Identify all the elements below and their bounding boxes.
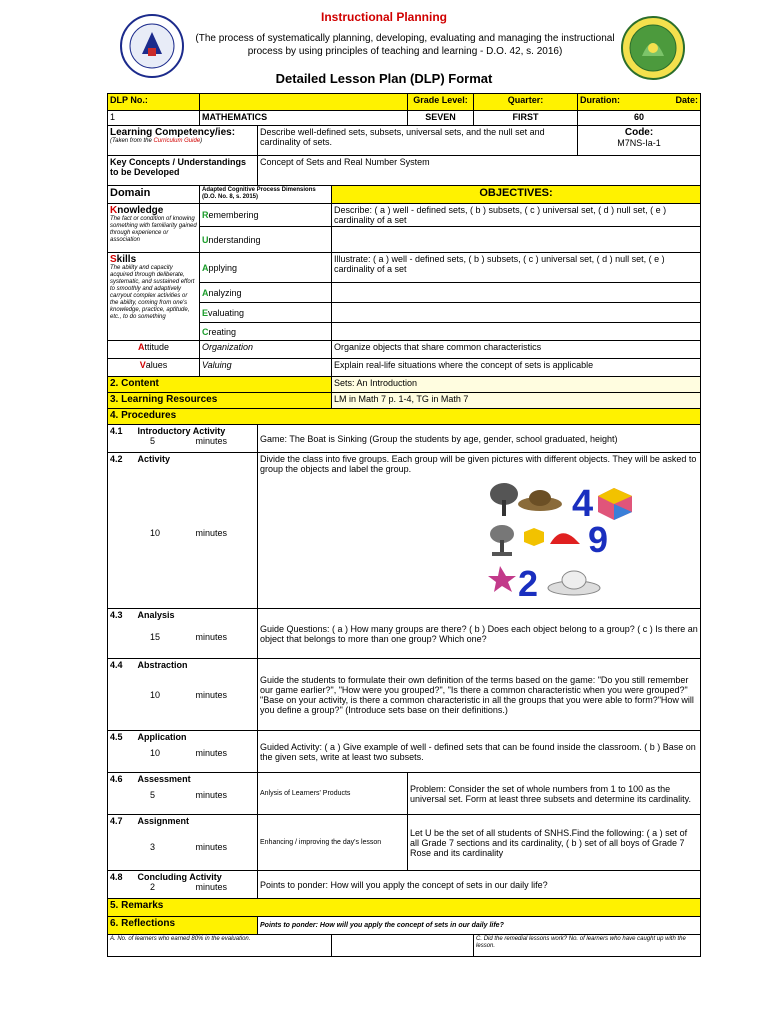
page-title: Instructional Planning bbox=[320, 10, 447, 24]
content-label: 2. Content bbox=[108, 377, 332, 393]
analyzing-label: nalyzing bbox=[208, 287, 242, 298]
attitude-initial: A bbox=[137, 342, 145, 352]
procedure-text: Problem: Consider the set of whole numbers from 1 to 100 as the universal set. Form at least three subsets and determine its cardinality. bbox=[408, 773, 701, 815]
minutes-word: minutes bbox=[195, 748, 227, 758]
minutes-word: minutes bbox=[195, 690, 227, 700]
objective-skills-4 bbox=[332, 323, 701, 341]
objective-attitude: Organize objects that share common characteristics bbox=[332, 341, 701, 359]
procedure-row bbox=[108, 609, 701, 659]
skills-label: kills bbox=[116, 254, 137, 265]
procedure-minutes: 10 bbox=[150, 748, 161, 758]
procedure-number: 4.6 bbox=[110, 774, 123, 784]
procedure-row bbox=[108, 659, 701, 731]
date-label: Date: bbox=[675, 95, 699, 105]
procedure-head bbox=[108, 609, 258, 659]
procedure-minutes: 10 bbox=[150, 528, 161, 538]
bonsai-icon bbox=[490, 525, 514, 556]
knowledge-initial: K bbox=[110, 205, 118, 216]
procedure-minutes: 3 bbox=[150, 842, 156, 852]
procedure-minutes: 15 bbox=[150, 632, 161, 642]
evaluating-cell bbox=[200, 303, 332, 323]
code-value: M7NS-Ia-1 bbox=[617, 138, 661, 148]
values-process: Valuing bbox=[200, 359, 332, 377]
number-two-glyph: 2 bbox=[518, 563, 539, 600]
skills-desc: The ability and capacity acquired through deliberate, systematic, and sustained effort to smoothly and adaptively carryout complex activities or the ability, coming from one's knowledge, practice, aptitude, etc., to do something bbox=[110, 265, 195, 320]
key-concepts-text: Concept of Sets and Real Number System bbox=[258, 156, 701, 186]
skills-cell bbox=[108, 253, 200, 341]
procedure-number: 4.5 bbox=[110, 732, 123, 742]
procedure-head bbox=[108, 815, 258, 871]
procedures-label: 4. Procedures bbox=[108, 409, 701, 425]
remembering-initial: R bbox=[202, 210, 209, 220]
objective-knowledge-2 bbox=[332, 227, 701, 253]
skills-initial: S bbox=[110, 254, 117, 265]
procedure-minutes: 5 bbox=[150, 436, 156, 446]
competency-note: (Taken from the bbox=[110, 138, 154, 144]
procedure-row bbox=[108, 773, 701, 815]
activity-objects-illustration bbox=[488, 482, 698, 600]
creating-cell bbox=[200, 323, 332, 341]
star-shape-icon bbox=[488, 566, 516, 592]
procedure-row bbox=[108, 453, 701, 609]
procedure-text: Divide the class into five groups. Each group will be given pictures with different objects. They will be asked to group the objects and label the group. bbox=[260, 454, 697, 474]
page-subtitle: (The process of systematically planning, developing, evaluating and managing the instructional process by using principles of teaching and learning - D.O. 42, s. 2016) bbox=[195, 33, 615, 57]
procedure-number: 4.7 bbox=[110, 816, 123, 826]
tree-icon bbox=[490, 483, 518, 516]
procedure-minutes: 2 bbox=[150, 882, 156, 892]
procedure-name: Assessment bbox=[137, 774, 191, 784]
understanding-initial: U bbox=[202, 234, 209, 245]
subject-value: MATHEMATICS bbox=[200, 111, 408, 126]
analyzing-cell bbox=[200, 283, 332, 303]
minutes-word: minutes bbox=[195, 790, 227, 800]
number-four-glyph: 4 bbox=[572, 483, 594, 525]
key-concepts-label: Key Concepts / Understandings to be Developed bbox=[108, 156, 258, 186]
creating-label: reating bbox=[208, 326, 237, 337]
applying-initial: A bbox=[202, 262, 209, 273]
competency-label: Learning Competency/ies: bbox=[110, 127, 236, 138]
number-nine-glyph: 9 bbox=[588, 519, 609, 560]
procedure-minutes: 5 bbox=[150, 790, 156, 800]
understanding-label: nderstanding bbox=[208, 234, 261, 245]
procedure-text: Game: The Boat is Sinking (Group the students by age, gender, school graduated, height) bbox=[258, 425, 701, 453]
grade-level-label: Grade Level: bbox=[408, 94, 474, 111]
creating-initial: C bbox=[202, 326, 209, 337]
knowledge-cell bbox=[108, 204, 200, 253]
minutes-word: minutes bbox=[195, 436, 227, 446]
reflections-text: Points to ponder: How will you apply the concept of sets in our daily life? bbox=[258, 917, 701, 935]
procedure-number: 4.2 bbox=[110, 454, 123, 464]
values-cell bbox=[108, 359, 200, 377]
evaluating-label: valuating bbox=[208, 307, 245, 318]
procedure-name: Concluding Activity bbox=[137, 872, 222, 882]
minutes-word: minutes bbox=[195, 632, 227, 642]
footer-blank bbox=[332, 935, 474, 957]
curriculum-guide-link: Curriculum Guide bbox=[153, 138, 201, 144]
procedure-row bbox=[108, 425, 701, 453]
straw-hat-icon bbox=[518, 490, 562, 511]
procedure-name: Analysis bbox=[137, 610, 175, 620]
values-initial: V bbox=[139, 360, 146, 370]
quarter-label: Quarter: bbox=[474, 94, 578, 111]
procedure-name: Assignment bbox=[137, 816, 190, 826]
attitude-process: Organization bbox=[200, 341, 332, 359]
cap-icon bbox=[550, 533, 580, 544]
objective-skills: Illustrate: ( a ) well - defined sets, ( b ) subsets, ( c ) universal set, ( d ) null set, ( e ) cardinality of a set bbox=[332, 253, 701, 283]
remembering-label: emembering bbox=[208, 210, 259, 220]
sun-hat-icon bbox=[548, 571, 600, 595]
procedure-text: Guide Questions: ( a ) How many groups are there? ( b ) Does each object belong to a group? ( c ) Is there an object that belongs to more than one group? Which one? bbox=[258, 609, 701, 659]
procedure-method: Enhancing / improving the day's lesson bbox=[258, 815, 408, 871]
objective-skills-3 bbox=[332, 303, 701, 323]
procedure-text: Guided Activity: ( a ) Give example of well - defined sets that can be found inside the classroom. ( b ) Base on the given sets, write at least two subsets. bbox=[258, 731, 701, 773]
subject-header bbox=[200, 94, 408, 111]
procedure-name: Abstraction bbox=[137, 660, 188, 670]
quarter-value: FIRST bbox=[474, 111, 578, 126]
footer-c: C. Did the remedial lessons work? No. of learners who have caught up with the lesson. bbox=[474, 935, 701, 957]
values-label: alues bbox=[145, 360, 168, 370]
process-dimensions-label: Adapted Cognitive Process Dimensions (D.O. No. 8, s. 2015) bbox=[200, 186, 332, 204]
minutes-word: minutes bbox=[195, 528, 227, 538]
competency-label-cell bbox=[108, 126, 258, 156]
procedure-text-cell bbox=[258, 453, 701, 609]
procedure-head bbox=[108, 425, 258, 453]
duration-value: 60 bbox=[578, 111, 701, 126]
procedure-name: Application bbox=[137, 732, 187, 742]
resources-text: LM in Math 7 p. 1-4, TG in Math 7 bbox=[332, 393, 701, 409]
procedure-head bbox=[108, 773, 258, 815]
code-cell bbox=[578, 126, 701, 156]
procedure-row bbox=[108, 731, 701, 773]
procedure-minutes: 10 bbox=[150, 690, 161, 700]
procedure-text: Guide the students to formulate their own definition of the terms based on the game: "Do you still remember our game earlier?", "How were you grouped?", "Is there a common characteristic when you were grouped?" "Base on your activity, is there a common characteristic in all the groups that you were able to form?"How will you define a group?" (Introduce sets base on their definitions.) bbox=[258, 659, 701, 731]
procedure-number: 4.1 bbox=[110, 426, 123, 436]
objective-knowledge: Describe: ( a ) well - defined sets, ( b ) subsets, ( c ) universal set, ( d ) null set, ( e ) cardinality of a set bbox=[332, 204, 701, 227]
applying-cell bbox=[200, 253, 332, 283]
procedure-head bbox=[108, 659, 258, 731]
procedure-number: 4.8 bbox=[110, 872, 123, 882]
objectives-label: OBJECTIVES: bbox=[332, 186, 701, 204]
procedure-name: Introductory Activity bbox=[137, 426, 226, 436]
procedure-method: Anlysis of Learners' Products bbox=[258, 773, 408, 815]
dlp-no-value: 1 bbox=[108, 111, 200, 126]
date-cell bbox=[620, 93, 700, 111]
competency-note-end: ) bbox=[200, 138, 203, 144]
resources-label: 3. Learning Resources bbox=[108, 393, 332, 409]
objective-values: Explain real-life situations where the concept of sets is applicable bbox=[332, 359, 701, 377]
competency-text: Describe well-defined sets, subsets, universal sets, and the null set and cardinality of sets. bbox=[258, 126, 578, 156]
procedure-row bbox=[108, 871, 701, 899]
remarks-label: 5. Remarks bbox=[108, 899, 701, 917]
procedure-head bbox=[108, 871, 258, 899]
reflections-label: 6. Reflections bbox=[108, 917, 258, 935]
format-title: Detailed Lesson Plan (DLP) Format bbox=[275, 71, 493, 86]
remembering-cell bbox=[200, 204, 332, 227]
evaluating-initial: E bbox=[202, 307, 209, 318]
knowledge-label: nowledge bbox=[117, 205, 164, 216]
analyzing-initial: A bbox=[202, 287, 209, 298]
objective-skills-2 bbox=[332, 283, 701, 303]
attitude-cell bbox=[108, 341, 200, 359]
procedure-number: 4.4 bbox=[110, 660, 123, 670]
minutes-word: minutes bbox=[195, 842, 227, 852]
duration-label-text: Duration: bbox=[580, 95, 621, 105]
polyhedron-icon bbox=[598, 488, 632, 520]
procedure-text: Points to ponder: How will you apply the concept of sets in our daily life? bbox=[258, 871, 701, 899]
procedure-head bbox=[108, 453, 258, 609]
grade-level-value: SEVEN bbox=[408, 111, 474, 126]
applying-label: pplying bbox=[208, 262, 238, 273]
procedure-text: Let U be the set of all students of SNHS.Find the following: ( a ) set of all Grade 7 sections and its cardinality, ( b ) set of all boys of Grade 7 Rose and its cardinality bbox=[408, 815, 701, 871]
footer-a: A. No. of learners who earned 80% in the evaluation. bbox=[108, 935, 332, 957]
attitude-label: ttitude bbox=[144, 342, 170, 352]
lesson-plan-table bbox=[107, 93, 701, 957]
procedure-name: Activity bbox=[137, 454, 171, 464]
content-text: Sets: An Introduction bbox=[332, 377, 701, 393]
knowledge-desc: The fact or condition of knowing something with familiarity gained through experience or association bbox=[110, 216, 197, 243]
procedure-number: 4.3 bbox=[110, 610, 123, 620]
minutes-word: minutes bbox=[195, 882, 227, 892]
procedure-row bbox=[108, 815, 701, 871]
hexagon-icon bbox=[524, 528, 544, 546]
dlp-no-label: DLP No.: bbox=[108, 94, 200, 111]
code-label: Code: bbox=[624, 127, 654, 138]
procedure-head bbox=[108, 731, 258, 773]
understanding-cell bbox=[200, 227, 332, 253]
domain-label: Domain bbox=[108, 186, 200, 204]
